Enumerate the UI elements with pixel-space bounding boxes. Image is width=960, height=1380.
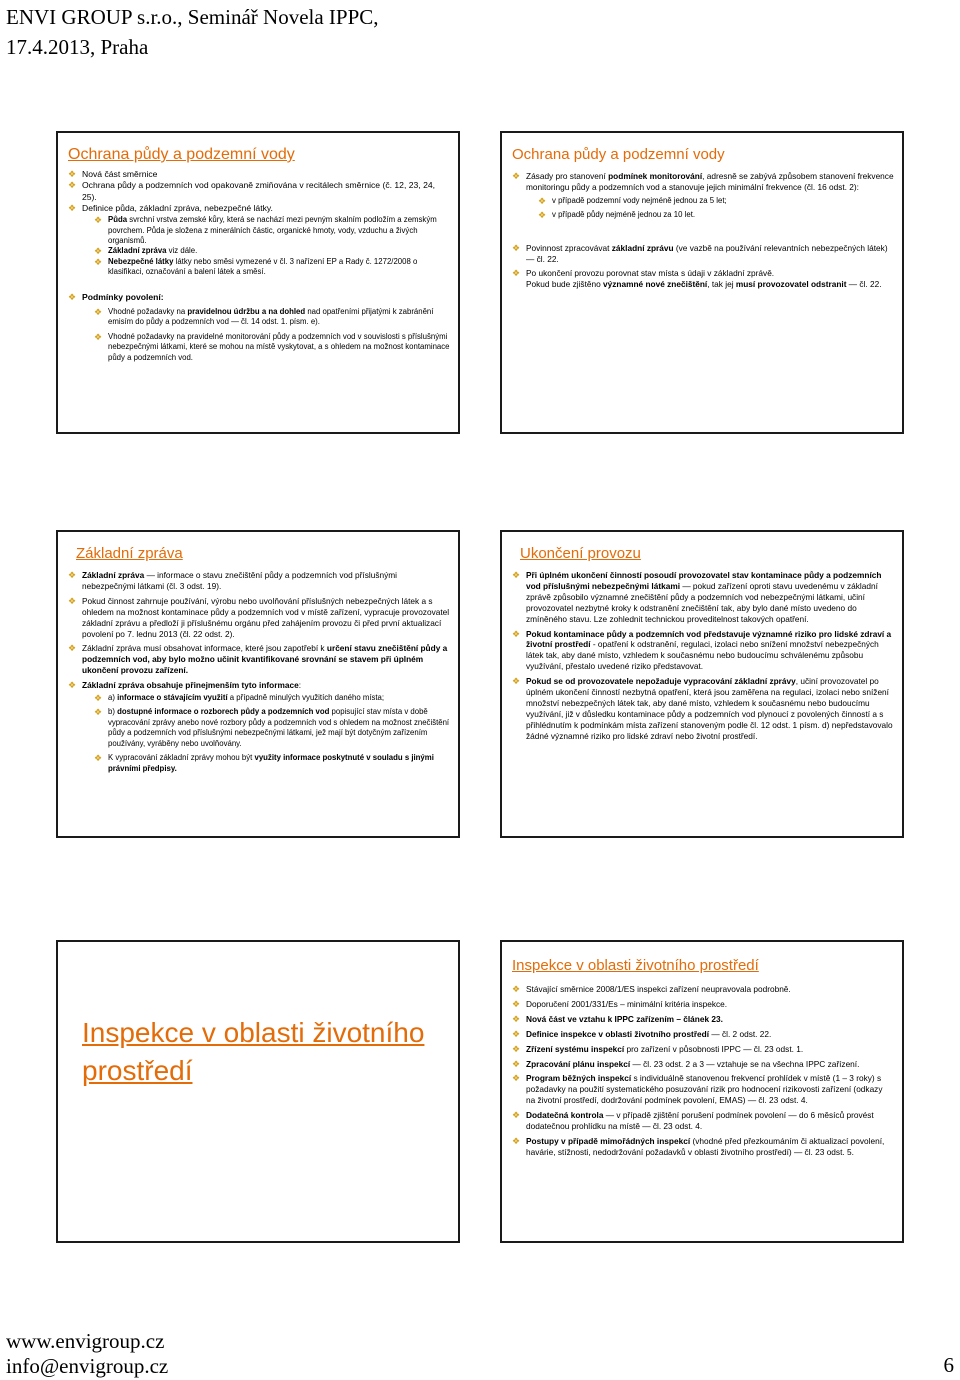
diamond-bullet-icon: ❖ [68, 570, 77, 580]
list-item: ❖ Základní zpráva — informace o stavu znečištění půdy a podzemních vod příslušnými nebezpečnými látkami (čl. 3 odst. 19). [68, 570, 397, 591]
diamond-bullet-icon: ❖ [94, 306, 103, 317]
diamond-bullet-icon: ❖ [68, 680, 77, 691]
list-item: ❖ Ochrana půdy a podzemních vod opakovaně zmiňována v recitálech směrnice (č. 12, 23, 24, 25). [68, 180, 436, 202]
diamond-bullet-icon: ❖ [68, 202, 77, 213]
slide-inspekce [500, 940, 904, 1243]
list-item: ❖ Vhodné požadavky na pravidelnou údržbu a na dohled nad opatřeními přijatými k zabránění emisím do půdy a podzemních vod — čl. 14 odst. 1. písm. e). [94, 306, 434, 327]
bullet-list [510, 984, 894, 1158]
diamond-bullet-icon: ❖ [512, 242, 521, 253]
slide-title: Ochrana půdy a podzemní vody [512, 146, 725, 163]
list-item: ❖ Půda svrchní vrstva zemské kůry, která se nachází mezi pevným skalním podložím a zemským povrchem. Půda je složena z minerálních částic, organické hmoty, vody, vzduchu a živých organismů. [94, 215, 437, 245]
slide-title: Ukončení provozu [520, 545, 641, 562]
diamond-bullet-icon: ❖ [68, 643, 77, 654]
diamond-bullet-icon: ❖ [512, 1058, 521, 1069]
list-item: ❖ Stávající směrnice 2008/1/ES inspekci zařízení neupravovala podrobně. [512, 984, 791, 994]
list-item: ❖ v případě půdy nejméně jednou za 10 let. [538, 210, 696, 221]
slide-title: Ochrana půdy a podzemní vody [68, 146, 295, 163]
list-item: ❖ Povinnost zpracovávat základní zprávu (ve vazbě na používání relevantních nebezpečných látek) — čl. 22. [512, 242, 888, 264]
list-item: ❖ Zpracování plánu inspekcí — čl. 23 odst. 2 a 3 — vztahuje se na všechna IPPC zařízení. [512, 1058, 860, 1069]
bullet-list [510, 171, 894, 279]
bullet-list [510, 570, 894, 742]
diamond-bullet-icon: ❖ [94, 215, 103, 226]
list-item: ❖ a) informace o stávajícím využití a případně minulých využitích daného místa; [94, 693, 385, 704]
list-item: ❖ Nebezpečné látky látky nebo směsi vymezené v čl. 3 nařízení EP a Rady č. 1272/2008 o klasifikaci, označování a balení látek a směsí. [94, 256, 418, 277]
diamond-bullet-icon: ❖ [68, 291, 77, 302]
header-line-1: ENVI GROUP s.r.o., Seminář Novela IPPC, [6, 5, 379, 29]
list-item: ❖ Nová část směrnice [68, 169, 158, 179]
diamond-bullet-icon: ❖ [68, 180, 77, 191]
list-item: ❖ K vypracování základní zprávy mohou být využity informace poskytnuté v souladu s jinými právními předpisy. [94, 753, 434, 773]
diamond-bullet-icon: ❖ [94, 693, 103, 704]
slide-ukonceni-provozu [500, 530, 904, 838]
diamond-bullet-icon: ❖ [94, 331, 103, 342]
slide-title: Inspekce v oblasti životního prostředí [512, 957, 759, 974]
diamond-bullet-icon: ❖ [68, 595, 77, 606]
diamond-bullet-icon: ❖ [94, 707, 103, 718]
list-item: ❖ Podmínky povolení: ❖ Vhodné požadavky na pravidelnou údržbu a na dohled nad opatřeními přijatými k zabránění emisím do půdy a podzemních vod — čl. 14 odst. 1. písm. e). ❖ Vhodné požadavky na pravidelné monitorování půdy a podzemních vod v souvislosti s příslušnými nebezpečnými látkami, které se mohou na místě vyskytovat, a s ohledem na možnost kontaminace půdy a podzemních vod. [68, 291, 450, 362]
list-item: ❖ Pokud činnost zahrnuje používání, výrobu nebo uvolňování příslušných nebezpečných látek a s ohledem na možnost kontaminace půdy a podzemních vod v místě zařízení, vypracuje provozovatel základní zprávu a předloží ji příslušnému orgánu před zahájením provozu či před první aktualizací povolení po 7. lednu 2013 (čl. 22 odst. 2). [68, 595, 450, 639]
slide-ochrana-pudy-1 [56, 131, 460, 434]
diamond-bullet-icon: ❖ [512, 1013, 521, 1024]
diamond-bullet-icon: ❖ [538, 195, 547, 206]
list-item: ❖ Při úplném ukončení činností posoudí provozovatel stav kontaminace půdy a podzemních vod příslušnými nebezpečnými látkami — pokud zařízení oproti stavu uvedenému v základní zprávě způsobilo významné znečištění půdy a podzemních vod nebezpečnými látkami, učiní provozovatel nezbytné kroky k odstranění znečištění tak, aby bylo dané místo uvedeno do zmíněného stavu. Lze zohlednit technickou proveditelnost takových opatření. [512, 570, 882, 624]
sub-bullet-list [82, 215, 450, 277]
diamond-bullet-icon: ❖ [68, 169, 77, 179]
diamond-bullet-icon: ❖ [512, 171, 521, 181]
diamond-bullet-icon: ❖ [94, 753, 103, 764]
list-item: ❖ Definice inspekce v oblasti životního prostředí — čl. 2 odst. 22. [512, 1028, 772, 1039]
diamond-bullet-icon: ❖ [512, 1028, 521, 1039]
footer-web: www.envigroup.cz [6, 1329, 165, 1353]
list-item: ❖ Definice půda, základní zpráva, nebezpečné látky. ❖ Půda svrchní vrstva zemské kůry, která se nachází mezi pevným skalním podložím a zemským povrchem. Půda je složena z minerálních částic, organické hmoty, vody, vzduchu a živých organismů. ❖ Základní zpráva viz dále. ❖ Nebezpečné látky látky nebo směsi vymezené v čl. 3 nařízení EP a Rady č. 1272/2008 o klasifikaci, označování a balení látek a směsí. [66, 203, 450, 278]
list-item: ❖ Pokud kontaminace půdy a podzemních vod představuje významné riziko pro lidské zdraví a životní prostředí - opatření k odstranění, regulaci, izolaci nebo snížení množství nebezpečných látek tak, aby dané místo, vzhledem k současnému nebo budoucímu schválenému způsobu využívání, přestalo uvedené riziko představovat. [512, 628, 892, 672]
slide-ochrana-pudy-2 [500, 131, 904, 434]
diamond-bullet-icon: ❖ [512, 628, 521, 639]
list-item: ❖ Zřízení systému inspekcí pro zařízení v působnosti IPPC — čl. 23 odst. 1. [512, 1043, 804, 1054]
list-item: ❖ Pokud se od provozovatele nepožaduje vypracování základní zprávy, učiní provozovatel po úplném ukončení činností nezbytná opatření, která jsou zaměřena na regulaci, izolaci nebo snížení množství nebezpečných látek tak, aby dané místo, vzhledem k současnému nebo budoucímu využívání, již v důsledku kontaminace půdy a podzemních vod plynoucí z povolených činností a s přihlédnutím k podmínkám místa zařízení stanoveným podle čl. 12 odst. 1 písm. d) nepředstavovalo žádné významné riziko pro lidské zdraví nebo životní prostředí. [512, 676, 893, 741]
list-item: ❖ Základní zpráva obsahuje přinejmenším tyto informace: ❖ a) informace o stávajícím využití a případně minulých využitích daného místa; ❖ b) dostupné informace o rozborech půdy a podzemních vod popisující stav místa v době vypracování zprávy anebo nové rozbory půdy a podzemních vod s ohledem na možnost znečištění půdy a podzemních vod příslušnými nebezpečnými látkami, jež mají být dotyčným zařízením používány, vyráběny nebo uvolňovány. ❖ K vypracování základní zprávy mohou být využity informace poskytnuté v souladu s jinými právními předpisy. [68, 680, 450, 773]
diamond-bullet-icon: ❖ [512, 998, 521, 1009]
list-item: ❖ Vhodné požadavky na pravidelné monitorování půdy a podzemních vod v souvislosti s příslušnými nebezpečnými látkami, které se mohou na místě vyskytovat, a s ohledem na možnost kontaminace půdy a podzemních vod. [94, 331, 450, 362]
list-item: ❖ Zásady pro stanovení podmínek monitorování, adresně se zabývá způsobem stanovení frekvence monitoringu půdy a podzemních vod a stanovuje jejich minimální frekvence (čl. 16 odst. 2): ❖ v případě podzemní vody nejméně jednou za 5 let; ❖ v případě půdy nejméně jednou za 10 let. [512, 171, 894, 221]
header-line-2: 17.4.2013, Praha [6, 35, 149, 59]
slide-inspekce-title [56, 940, 460, 1243]
sub-bullet-list [82, 307, 450, 363]
diamond-bullet-icon: ❖ [512, 1073, 521, 1084]
diamond-bullet-icon: ❖ [94, 256, 103, 267]
bullet-list [66, 169, 450, 363]
paragraph: Pokud bude zjištěno významné nové znečištění, tak jej musí provozovatel odstranit — čl. 22. [526, 279, 882, 290]
diamond-bullet-icon: ❖ [512, 1043, 521, 1054]
list-item: ❖ Program běžných inspekcí s individuálně stanovenou frekvencí prohlídek v místě (1 – 3 roky) s požadavky na použití systematického posuzování rizik pro hodnocení rizikovosti zařízení (odkazy na životní prostředí, dodržování podmínek povolení, EMAS) — čl. 23 odst. 4. [512, 1073, 883, 1106]
list-item: ❖ Základní zpráva viz dále. [94, 246, 198, 257]
sub-bullet-list [82, 693, 450, 774]
diamond-bullet-icon: ❖ [512, 676, 521, 687]
slide-title: Základní zpráva [76, 545, 183, 562]
list-item: ❖ b) dostupné informace o rozborech půdy a podzemních vod popisující stav místa v době vypracování zprávy anebo nové rozbory půdy a podzemních vod s ohledem na možnost znečištění půdy a podzemních vod příslušnými nebezpečnými látkami, jež mají být dotyčným zařízením používány, vyráběny nebo uvolňovány. [94, 707, 450, 748]
sub-bullet-list [526, 196, 894, 221]
list-item: ❖ Dodatečná kontrola — v případě zjištění porušení podmínek povolení — do 6 měsíců provést dodatečnou prohlídku na místě — čl. 23 odst. 4. [512, 1110, 874, 1132]
diamond-bullet-icon: ❖ [538, 210, 547, 221]
list-item: ❖ Doporučení 2001/331/Es – minimální kritéria inspekce. [512, 998, 728, 1009]
page-number: 6 [943, 1353, 954, 1377]
footer-email: info@envigroup.cz [6, 1354, 169, 1378]
diamond-bullet-icon: ❖ [94, 246, 103, 257]
diamond-bullet-icon: ❖ [512, 1110, 521, 1121]
slide-zakladni-zprava [56, 530, 460, 838]
list-item: ❖ Postupy v případě mimořádných inspekcí (vhodné před přezkoumáním či aktualizací povolení, havárie, stížnosti, nedodržování požadavků v oblasti životního prostředí) — čl. 23 odst. 5. [512, 1135, 885, 1157]
bullet-list [66, 570, 450, 774]
diamond-bullet-icon: ❖ [512, 1135, 521, 1146]
diamond-bullet-icon: ❖ [512, 268, 521, 279]
list-item: ❖ Po ukončení provozu porovnat stav místa s údaji v základní zprávě. [512, 268, 775, 279]
list-item: ❖ v případě podzemní vody nejméně jednou za 5 let; [538, 195, 727, 206]
slide-title: Inspekce v oblasti životního prostředí [82, 1017, 425, 1086]
diamond-bullet-icon: ❖ [512, 570, 521, 580]
list-item: ❖ Základní zpráva musí obsahovat informace, které jsou zapotřebí k určení stavu znečištění půdy a podzemních vod, aby bylo možno učinit kvantifikované srovnání se stavem při úplném ukončení provozu zařízení. [68, 643, 448, 676]
diamond-bullet-icon: ❖ [512, 984, 521, 994]
document-header [6, 2, 379, 62]
list-item: ❖ Nová část ve vztahu k IPPC zařízením – článek 23. [512, 1013, 723, 1024]
